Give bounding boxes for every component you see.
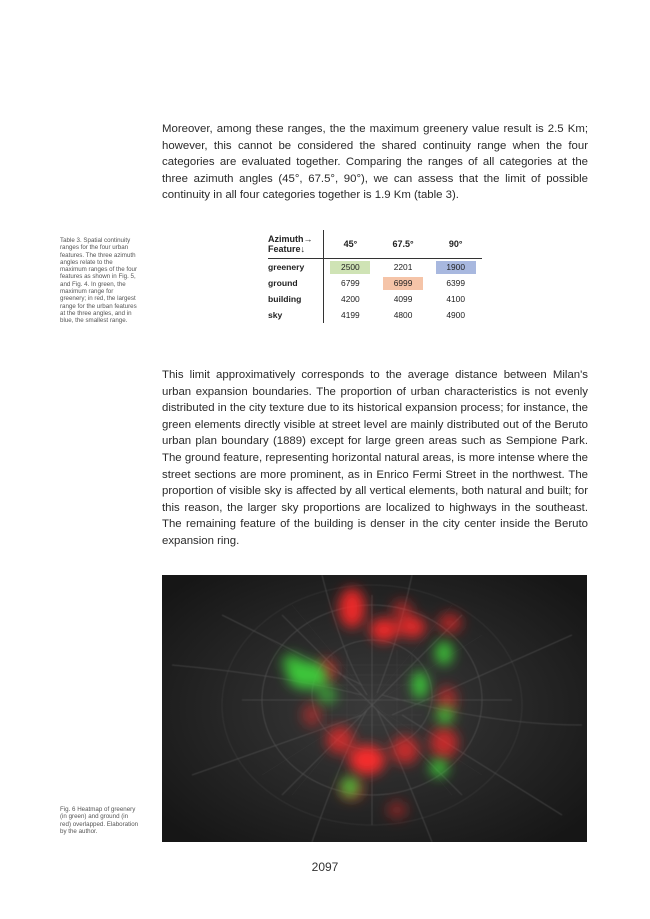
heatmap-figure [162,575,587,842]
table-cell-max-greenery: 2500 [330,261,370,274]
feature-header: Feature↓ [268,244,306,254]
table-cell: 6799 [341,277,360,288]
row-label: greenery [268,259,324,276]
table-cell-max-urban: 6999 [383,277,423,290]
table-caption: Table 3. Spatial continuity ranges for the four urban features. The three azimuth angles relate to the maximum ranges of the four features as shown in Fig. 5, and Fig. 4. In green, the maximum range for greenery; in red, the largest range for the urban features at the three angles, and in blue, the smallest range. [60,237,138,325]
table-cell: 4099 [393,293,413,304]
body-paragraph-1: Moreover, among these ranges, the the maximum greenery value result is 2.5 Km; however, this cannot be considered the shared continuity range when the four categories are evaluated together. Comparing the ranges of all categories at the three azimuth angles (45°, 67.5°, 90°), we can assess that the limit of possible continuity in all four categories together is 1.9 Km (table 3). [162,123,588,202]
table-cell: 4200 [341,293,360,304]
azimuth-header: Azimuth→ [268,234,313,244]
table-cell: 4199 [341,309,360,320]
table-cell: 4900 [446,309,465,320]
column-header: 67.5° [377,230,430,259]
heatmap-image [162,575,587,842]
column-header: 90° [429,230,482,259]
figure-caption: Fig. 6 Heatmap of greenery (in green) and ground (in red) overlapped. Elaboration by the author. [60,806,139,835]
table-cell: 2201 [393,261,413,272]
table-cell: 4100 [446,293,465,304]
continuity-table [268,230,482,323]
row-label: ground [268,275,324,291]
column-header: 45° [324,230,377,259]
page-number: 2097 [311,860,339,874]
table-cell-min: 1900 [436,261,476,274]
table-row [268,307,482,323]
body-paragraph-2: This limit approximatively corresponds to the average distance between Milan's urban expansion boundaries. The proportion of urban characteristics is not evenly distributed in the city texture due to its historical expansion process; for instance, the green elements directly visible at street level are mainly distributed out of the Beruto urban plan boundary (1889) except for large green areas such as Sempione Park. The ground feature, representing horizontal natural areas, is more intense where the street sections are more prominent, as in Enrico Fermi Street in the northwest. The proportion of visible sky is affected by all vertical elements, both natural and built; for this reason, the larger sky proportions are localized to highways in the southeast. The remaining feature of the building is denser in the city center inside the Beruto expansion ring. [162,369,588,547]
row-label: sky [268,307,324,323]
table-row [268,291,482,307]
table-corner-header [268,230,324,259]
table-row [268,275,482,291]
table-cell: 6399 [446,277,465,288]
row-label: building [268,291,324,307]
table-cell: 4800 [393,309,413,320]
table-row [268,259,482,276]
map-background [162,575,587,842]
